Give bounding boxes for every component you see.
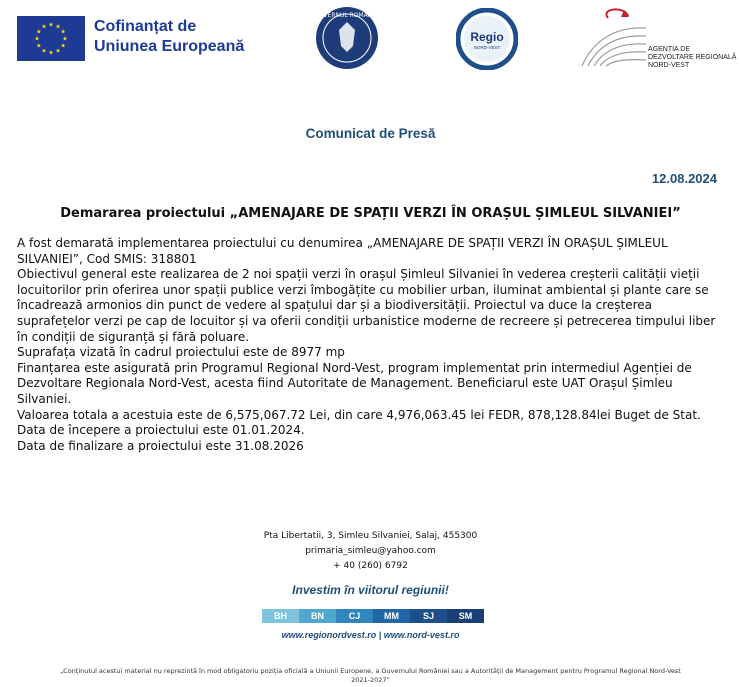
regio-subtext: NORD-VEST	[473, 45, 501, 50]
county-sj: SJ	[410, 609, 447, 623]
eu-cofinanced-label: Cofinanțat de Uniunea Europeană	[94, 18, 245, 55]
slogan: Investim în viitorul regiunii!	[292, 583, 449, 597]
body-text	[17, 236, 723, 454]
county-cj: CJ	[336, 609, 373, 623]
county-mm: MM	[373, 609, 410, 623]
eu-stars-icon	[17, 16, 85, 61]
email-line: primaria_simleu@yahoo.com	[305, 546, 436, 556]
regio-text: Regio	[470, 30, 504, 44]
press-release-title: Comunicat de Presă	[305, 126, 436, 141]
county-bn: BN	[299, 609, 336, 623]
contact-block	[0, 529, 741, 574]
eu-flag-logo	[17, 16, 85, 61]
paragraph-end-date: Data de finalizare a proiectului este 31.08.2026	[17, 438, 304, 453]
county-sm: SM	[447, 609, 484, 623]
regio-logo	[456, 8, 518, 70]
paragraph-intro: A fost demarată implementarea proiectului cu denumirea „AMENAJARE DE SPAȚII VERZI ÎN ORAȘUL ȘIMLEUL SILVANIEI”, Cod SMIS: 318801	[17, 236, 668, 266]
disclaimer: „Conținutul acestui material nu reprezintă în mod obligatoriu poziția oficială a Uniunii Europene, a Guvernului României sau a Autorității de Management pentru Programul Regional Nord-Vest 2021-2027”	[60, 667, 681, 684]
government-seal-logo	[315, 6, 379, 70]
adr-agency-name: AGENȚIA DE DEZVOLTARE REGIONALĂ NORD-VEST	[648, 46, 737, 69]
county-bh: BH	[262, 609, 299, 623]
address-line: Pta Libertatii, 3, Simleu Silvaniei, Salaj, 455300	[263, 531, 478, 541]
paragraph-value: Valoarea totala a acestuia este de 6,575,067.72 Lei, din care 4,976,063.45 lei FEDR, 878,128.84lei Buget de Stat.	[17, 407, 701, 422]
county-bar	[262, 609, 484, 623]
web-links: www.regionordvest.ro | www.nord-vest.ro	[281, 630, 460, 640]
gov-seal-text: GUVERNUL ROMÂNIEI	[315, 12, 379, 19]
paragraph-area: Suprafața vizată în cadrul proiectului este de 8977 mp	[17, 345, 345, 360]
headline: Demararea proiectului „AMENAJARE DE SPAȚII VERZI ÎN ORAȘUL ȘIMLEUL SILVANIEI”	[60, 206, 681, 221]
phone-line: + 40 (260) 6792	[333, 561, 408, 571]
paragraph-start-date: Data de începere a proiectului este 01.01.2024.	[17, 423, 305, 438]
paragraph-funding: Finanțarea este asigurată prin Programul Regional Nord-Vest, program implementat prin intermediul Agenției de Dezvoltare Regionala Nord-Vest, acesta fiind Autoritate de Management. Beneficiarul este UAT Orașul Șimleu Silvaniei.	[17, 360, 692, 406]
release-date: 12.08.2024	[651, 171, 717, 186]
paragraph-objective: Obiectivul general este realizarea de 2 noi spații verzi în orașul Șimleul Silvaniei în vederea creșterii calității vieții locuitorilor prin oferirea unor spații publice verzi îmbogățite cu mobilier urban, iluminat ambiental și plante care se încadrează armonios din punct de vedere al spațului dar și a biodiversității. Proiectul va duce la creșterea suprafețelor verzi pe cap de locuitor și va oferii condiții urbanistice moderne de recreere și petrecerea timpului liber în condiții de siguranță și fără poluare.	[17, 267, 716, 344]
